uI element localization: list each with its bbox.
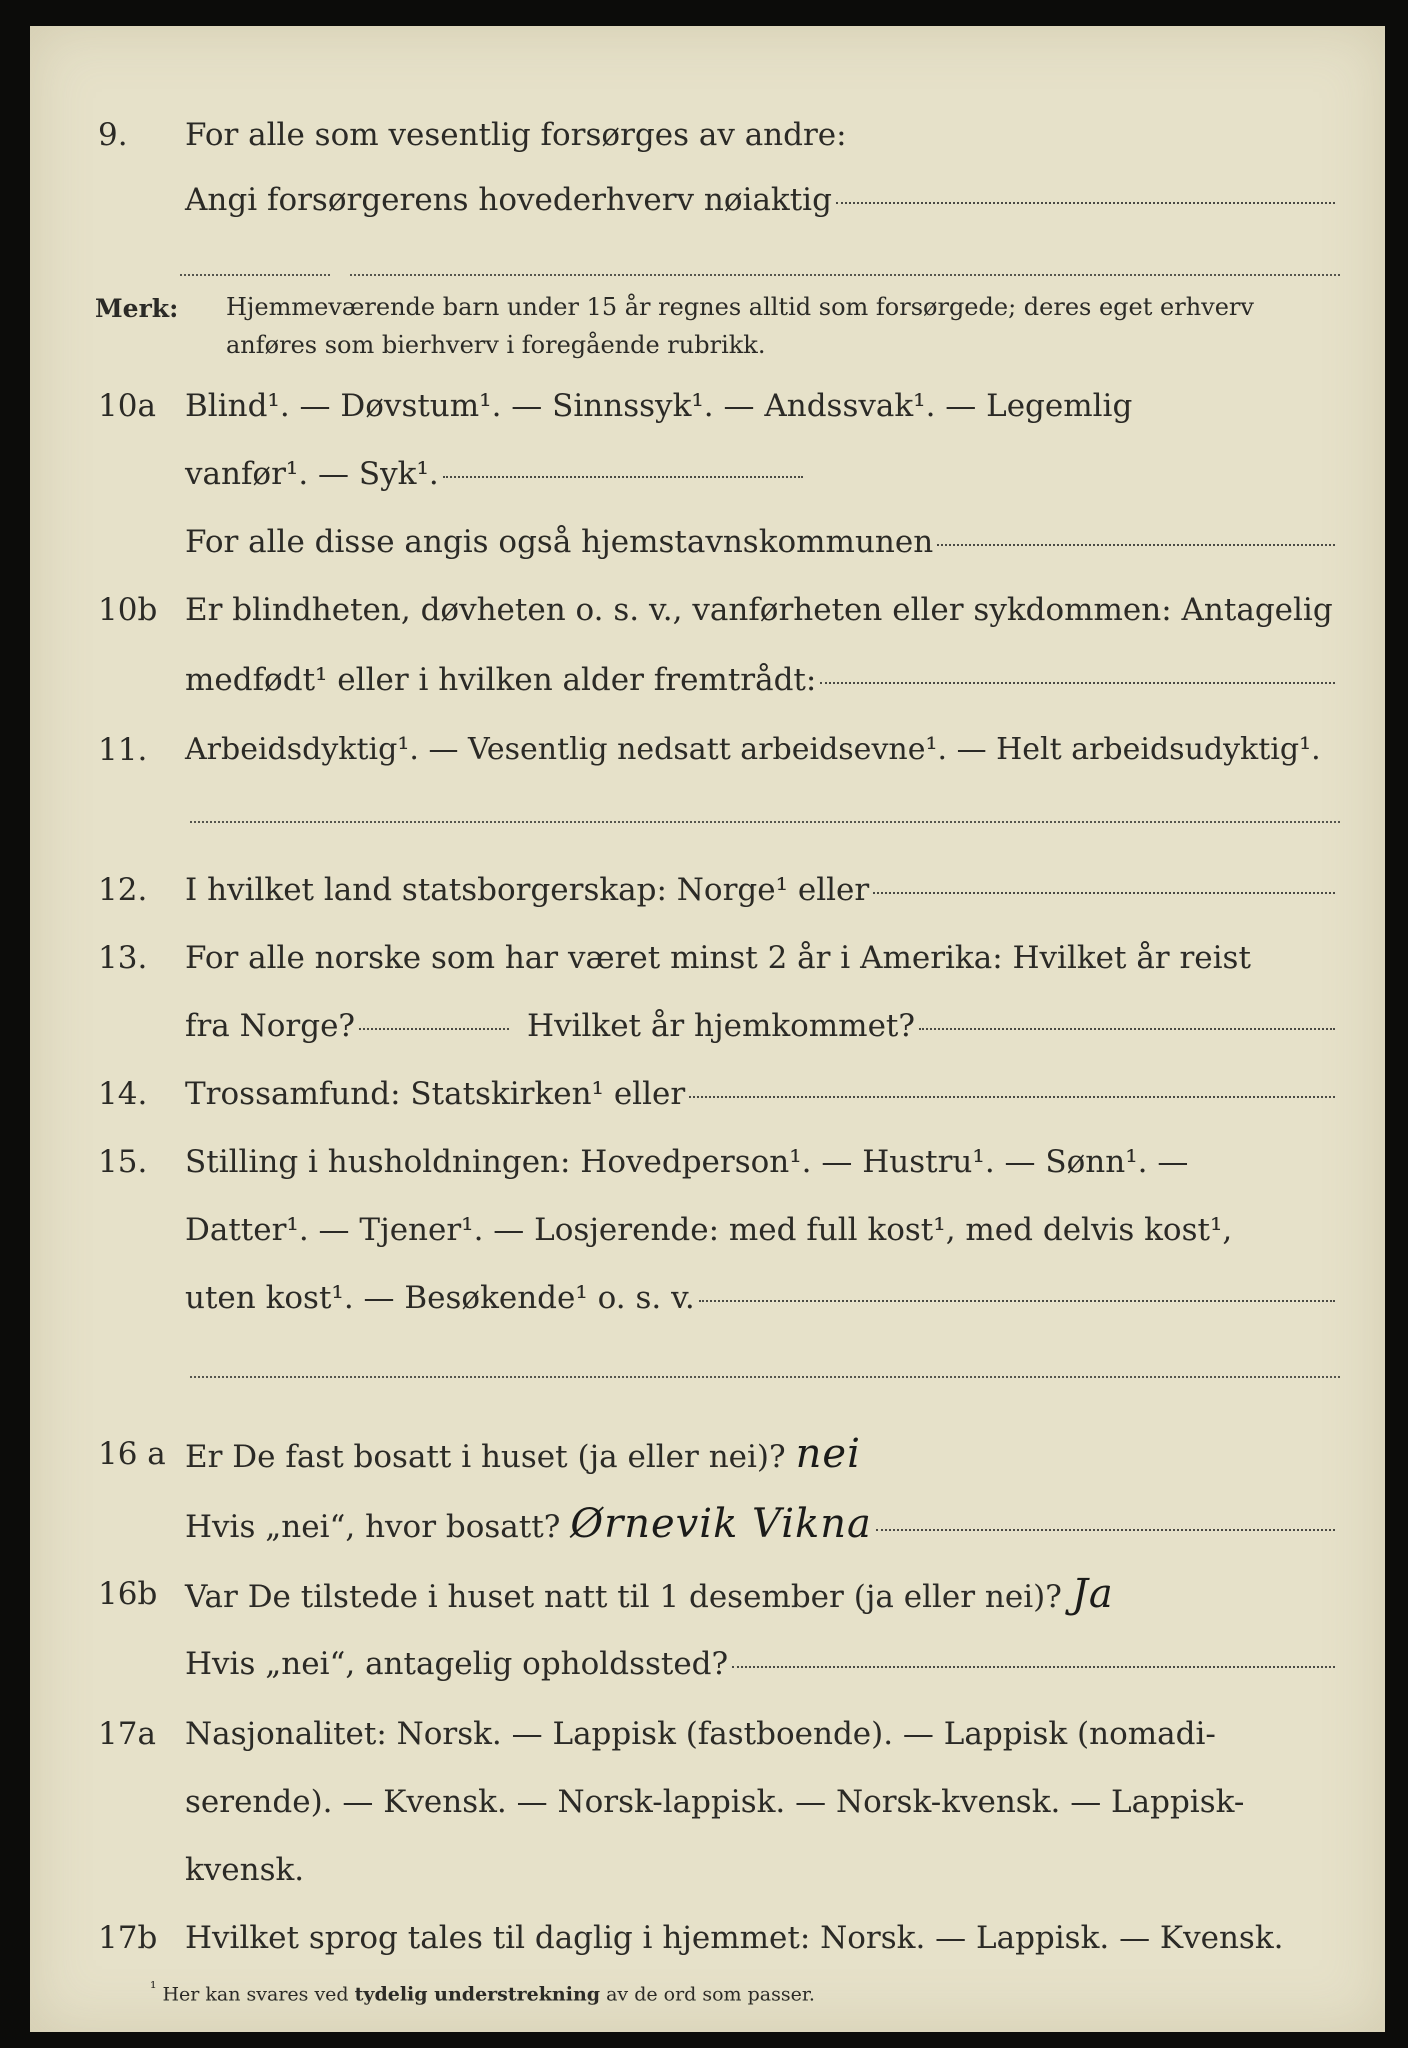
item-text: Hvis „nei“, antagelig opholdssted? — [185, 1646, 729, 1682]
item-text: Er De fast bosatt i huset (ja eller nei)? — [185, 1439, 786, 1475]
item-number: 16 a — [98, 1436, 166, 1472]
answer-line[interactable] — [937, 544, 1335, 546]
item-number: 14. — [98, 1076, 148, 1112]
item-9-row2 — [30, 176, 1385, 224]
answer-line[interactable] — [689, 1096, 1335, 1098]
item-15-row1 — [30, 1138, 1385, 1186]
item-15-row2 — [30, 1206, 1385, 1254]
note-line: anføres som bierhverv i foregående rubrikk. — [226, 331, 766, 359]
item-text: Stilling i husholdningen: Hovedperson¹. — Hustru¹. — Sønn¹. — — [185, 1144, 1189, 1180]
item-number: 17b — [98, 1920, 158, 1956]
answer-line[interactable] — [190, 821, 1340, 823]
item-17b-row1 — [30, 1914, 1385, 1962]
item-11-row1 — [30, 726, 1385, 774]
item-text: Angi forsørgerens hovederhverv nøiaktig — [185, 182, 832, 218]
item-number: 17a — [98, 1716, 156, 1752]
item-number: 13. — [98, 940, 148, 976]
answer-line[interactable] — [732, 1666, 1335, 1668]
note-line: Hjemmeværende barn under 15 år regnes alltid som forsørgede; deres eget erhverv — [226, 293, 1254, 321]
item-text: medfødt¹ eller i hvilken alder fremtrådt: — [185, 662, 817, 698]
handwritten-answer[interactable]: nei — [795, 1431, 861, 1477]
footnote — [150, 1978, 815, 2005]
item-16a-row2 — [30, 1500, 1385, 1548]
item-text: uten kost¹. — Besøkende¹ o. s. v. — [185, 1280, 695, 1316]
footnote-text-end: av de ord som passer. — [606, 1983, 815, 2006]
item-16b-row1 — [30, 1570, 1385, 1618]
item-text: For alle disse angis også hjemstavnskommunen — [185, 524, 934, 560]
answer-line[interactable] — [873, 892, 1335, 894]
note-label: Merk: — [95, 294, 179, 323]
item-16a-row1 — [30, 1430, 1385, 1478]
item-text: For alle norske som har været minst 2 år i Amerika: Hvilket år reist — [185, 940, 1251, 976]
answer-line[interactable] — [350, 274, 1340, 276]
footnote-mark: ¹ — [150, 1978, 157, 1997]
item-10a-row1 — [30, 382, 1385, 430]
answer-line[interactable] — [919, 1028, 1335, 1030]
item-text: Trossamfund: Statskirken¹ eller — [185, 1076, 686, 1112]
note-text — [226, 288, 1346, 364]
item-16b-row2 — [30, 1640, 1385, 1688]
answer-line[interactable] — [820, 682, 1335, 684]
item-text: Datter¹. — Tjener¹. — Losjerende: med full kost¹, med delvis kost¹, — [185, 1212, 1233, 1248]
item-number: 15. — [98, 1144, 148, 1180]
item-10b-row2 — [30, 656, 1385, 704]
census-form-page — [30, 26, 1385, 2032]
item-text: serende). — Kvensk. — Norsk-lappisk. — Norsk-kvensk. — Lappisk- — [185, 1784, 1245, 1820]
answer-line[interactable] — [443, 476, 803, 478]
answer-line[interactable] — [190, 1376, 1340, 1378]
item-17a-row2 — [30, 1778, 1385, 1826]
item-17a-row1 — [30, 1710, 1385, 1758]
item-text: For alle som vesentlig forsørges av andre: — [185, 117, 847, 153]
item-text: Hvilket år hjemkommet? — [527, 1008, 916, 1044]
item-text: vanfør¹. — Syk¹. — [185, 456, 439, 492]
item-10b-row1 — [30, 586, 1385, 634]
item-15-row3 — [30, 1274, 1385, 1322]
item-number: 10b — [98, 592, 158, 628]
item-13-row2 — [30, 1002, 1385, 1050]
item-number: 12. — [98, 872, 148, 908]
item-text: Er blindheten, døvheten o. s. v., vanførheten eller sykdommen: Antagelig — [185, 592, 1333, 628]
footnote-text: Her kan svares ved — [162, 1983, 349, 2006]
handwritten-answer[interactable]: Ja — [1071, 1571, 1114, 1617]
item-text: Hvis „nei“, hvor bosatt? — [185, 1509, 561, 1545]
item-number: 9. — [98, 117, 128, 153]
answer-line[interactable] — [359, 1028, 509, 1030]
item-number: 16b — [98, 1576, 158, 1612]
item-10a-row3 — [30, 518, 1385, 566]
item-text: Nasjonalitet: Norsk. — Lappisk (fastboende). — Lappisk (nomadi- — [185, 1716, 1216, 1752]
item-text: Var De tilstede i huset natt til 1 desember (ja eller nei)? — [185, 1579, 1062, 1615]
item-text: Blind¹. — Døvstum¹. — Sinnssyk¹. — Andssvak¹. — Legemlig — [185, 388, 1133, 424]
item-13-row1 — [30, 934, 1385, 982]
item-10a-row2 — [30, 450, 1385, 498]
item-text: I hvilket land statsborgerskap: Norge¹ eller — [185, 872, 870, 908]
item-number: 10a — [98, 388, 156, 424]
item-text: fra Norge? — [185, 1008, 356, 1044]
answer-line[interactable] — [836, 202, 1335, 204]
item-text: Arbeidsdyktig¹. — Vesentlig nedsatt arbeidsevne¹. — Helt arbeidsudyktig¹. — [185, 732, 1321, 767]
item-text: kvensk. — [185, 1852, 305, 1888]
handwritten-answer[interactable]: Ørnevik Vikna — [570, 1501, 872, 1547]
footnote-emphasis: tydelig understrekning — [354, 1983, 601, 2006]
item-17a-row3 — [30, 1846, 1385, 1894]
item-12-row1 — [30, 866, 1385, 914]
item-number: 11. — [98, 732, 148, 768]
item-text: Hvilket sprog tales til daglig i hjemmet: Norsk. — Lappisk. — Kvensk. — [185, 1920, 1284, 1956]
answer-line[interactable] — [876, 1529, 1335, 1531]
answer-line[interactable] — [180, 274, 330, 276]
item-9-row1 — [30, 111, 1385, 159]
answer-line[interactable] — [699, 1300, 1335, 1302]
item-14-row1 — [30, 1070, 1385, 1118]
